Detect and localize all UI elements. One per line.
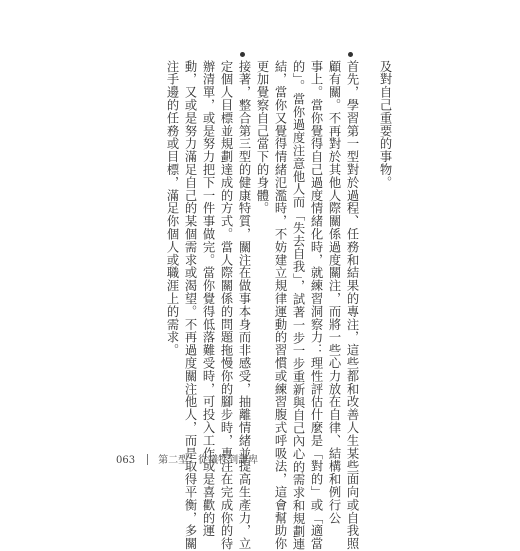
text-line-5: 的」。當你過度注意他人而「失去自我」，試著一步一步重新與自己內心的需求和規劃連 [291,60,305,551]
text-line-11: 動，又或是努力滿足自己的某個需求或渴望。不再過度關注他人，而是取得平衡，多關 [183,60,197,551]
page-number: 063 [116,455,136,466]
text-line-10: 辦清單，或是努力把下一件事做完。當你覺得低落難受時，可投入工作或是喜歡的運 [201,60,215,538]
text-line-7: 更加覺察自己當下的身體。 [255,60,269,215]
text-line-12: 注手邊的任務或目標，滿足你個人或職涯上的需求。 [165,60,179,357]
page-footer [116,451,258,466]
text-line-6: 結，當你又覺得情緒氾濫時，不妨建立規律運動的習慣或練習腹式呼吸法，這會幫助你 [273,60,287,551]
chapter-title: 第二型：從犧牲到謙卑 [158,455,259,466]
footer-divider [147,454,148,465]
text-line-1: 及對自己重要的事物。 [378,60,392,189]
text-line-9: 定個人目標並規劃達成的方式。當人際關係的問題拖慢你的腳步時，專注在完成你的待 [219,60,233,551]
bullet-point-2 [240,52,245,57]
text-line-8: 接著，整合第三型的健康特質，關注在做事本身而非感受，抽離情緒並提高生產力，立 [237,60,251,551]
text-line-2: 首先，學習第一型對於過程、任務和結果的專注，這些都和改善人生某些面向或自我照 [345,60,359,551]
text-line-3: 顧有關。不再對於其他人際關係過度關注，而將一些心力放在自律、結構和例行公 [327,60,341,525]
text-line-4: 事上。當你覺得自己過度情緒化時，就練習洞察力：理性評估什麼是「對的」或「適當 [309,60,323,551]
bullet-point-1 [348,52,353,57]
